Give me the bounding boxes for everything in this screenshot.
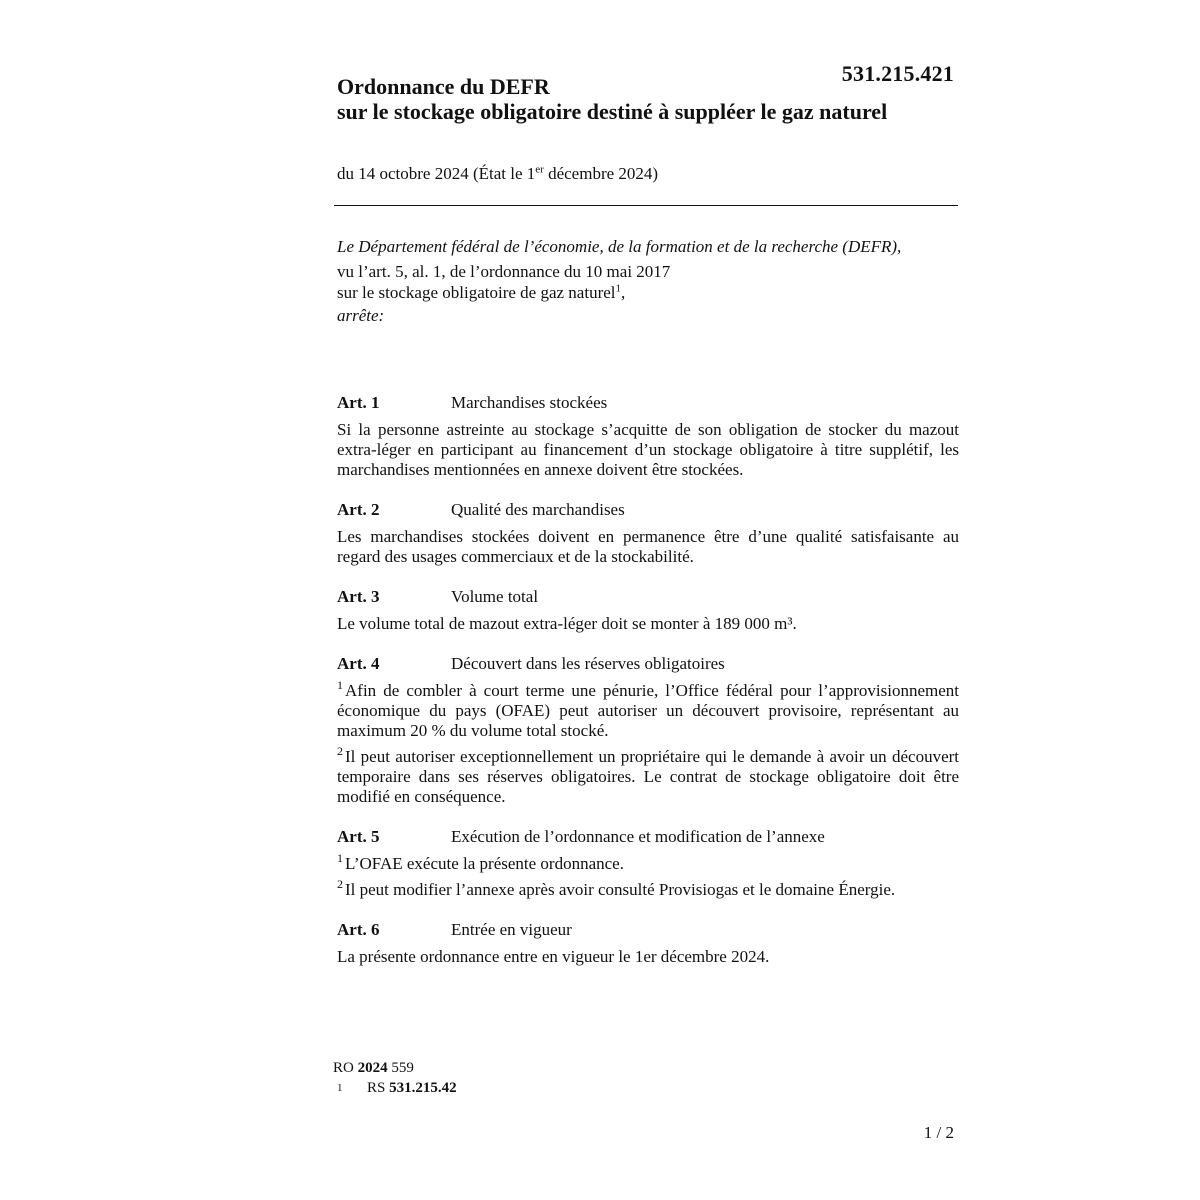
article-heading (337, 919, 959, 941)
article-number: Art. 2 (337, 500, 380, 519)
preamble-decree: arrête: (337, 306, 385, 325)
preamble-basis-text: sur le stockage obligatoire de gaz naturel (337, 283, 616, 302)
official-compilation-reference (333, 1058, 457, 1078)
article-6 (337, 919, 959, 967)
ro-year: 2024 (357, 1060, 388, 1076)
document-page (333, 0, 959, 1200)
article-3 (337, 586, 959, 634)
article-4 (337, 653, 959, 807)
paragraph-number: 2 (337, 744, 343, 759)
article-title: Qualité des marchandises (451, 500, 625, 519)
article-paragraph (337, 744, 959, 807)
article-number: Art. 3 (337, 587, 380, 606)
title-line-1: Ordonnance du DEFR (337, 74, 550, 99)
article-heading (337, 826, 959, 848)
footnote-number: 1 (337, 1082, 343, 1094)
article-title: Marchandises stockées (451, 393, 608, 412)
article-heading (337, 392, 959, 414)
article-2 (337, 499, 959, 567)
article-1 (337, 392, 959, 480)
paragraph-number: 1 (337, 851, 343, 866)
date-superscript: er (535, 163, 544, 176)
header-divider (334, 205, 958, 206)
article-number: Art. 1 (337, 393, 380, 412)
title-line-2: sur le stockage obligatoire destiné à suppléer le gaz naturel (337, 99, 888, 124)
article-title: Entrée en vigueur (451, 920, 572, 939)
article-paragraph (337, 678, 959, 741)
page-number: 1 / 2 (923, 1123, 954, 1142)
preamble-basis-line-2 (337, 282, 959, 303)
preamble-authority: Le Département fédéral de l’économie, de la formation et de la recherche (DEFR), (337, 237, 902, 256)
article-title: Découvert dans les réserves obligatoires (451, 654, 725, 673)
paragraph-number: 2 (337, 877, 343, 892)
article-heading (337, 653, 959, 675)
article-number: Art. 5 (337, 827, 380, 846)
paragraph-text: Il peut modifier l’annexe après avoir consulté Provisiogas et le domaine Énergie. (345, 880, 896, 899)
paragraph-text: L’OFAE exécute la présente ordonnance. (345, 854, 624, 873)
article-title: Volume total (451, 587, 539, 606)
paragraph-number: 1 (337, 678, 343, 693)
ro-page: 559 (387, 1060, 414, 1076)
date-suffix: décembre 2024) (543, 164, 659, 183)
article-5 (337, 826, 959, 900)
paragraph-text: Afin de combler à court terme une pénurie, l’Office fédéral pour l’approvisionnement économique du pays (OFAE) peut autoriser un découvert provisoire, représentant au maximum 20 % du volume total stocké. (337, 681, 959, 740)
article-paragraph: La présente ordonnance entre en vigueur le 1er décembre 2024. (337, 947, 770, 966)
footnote-link[interactable]: 531.215.42 (389, 1080, 457, 1096)
article-heading (337, 586, 959, 608)
article-paragraph (337, 877, 959, 900)
paragraph-text: Il peut autoriser exceptionnellement un propriétaire qui le demande à avoir un découvert temporaire dans ses réserves obligatoires. Le contrat de stockage obligatoire doit être modifié en conséquence. (337, 747, 959, 806)
preamble-basis-line-1: vu l’art. 5, al. 1, de l’ordonnance du 10 mai 2017 (337, 262, 671, 281)
ro-prefix: RO (333, 1060, 358, 1076)
article-title: Exécution de l’ordonnance et modification de l’annexe (451, 827, 825, 846)
preamble-basis-end: , (621, 283, 626, 302)
article-paragraph: Les marchandises stockées doivent en permanence être d’une qualité satisfaisante au regard des usages commerciaux et de la stockabilité. (337, 527, 959, 566)
article-paragraph: Le volume total de mazout extra-léger doit se monter à 189 000 m³. (337, 614, 797, 633)
articles-list (337, 392, 959, 986)
document-date (337, 164, 658, 184)
date-prefix: du 14 octobre 2024 (État le 1 (337, 164, 536, 183)
sr-number: 531.215.421 (841, 61, 954, 86)
article-paragraph: Si la personne astreinte au stockage s’acquitte de son obligation de stocker du mazout extra-léger en participant au financement d’un stockage obligatoire à titre supplétif, les marchandises mentionnées en annexe doivent être stockées. (337, 420, 959, 479)
article-number: Art. 6 (337, 920, 380, 939)
article-number: Art. 4 (337, 654, 380, 673)
preamble (337, 236, 959, 326)
article-paragraph (337, 851, 959, 874)
footnote-prefix: RS (367, 1080, 390, 1096)
footnote-reference-1[interactable]: 1 (615, 282, 621, 295)
footnote-1 (333, 1078, 457, 1098)
footnotes (333, 1058, 457, 1098)
document-title (337, 74, 887, 124)
article-heading (337, 499, 959, 521)
